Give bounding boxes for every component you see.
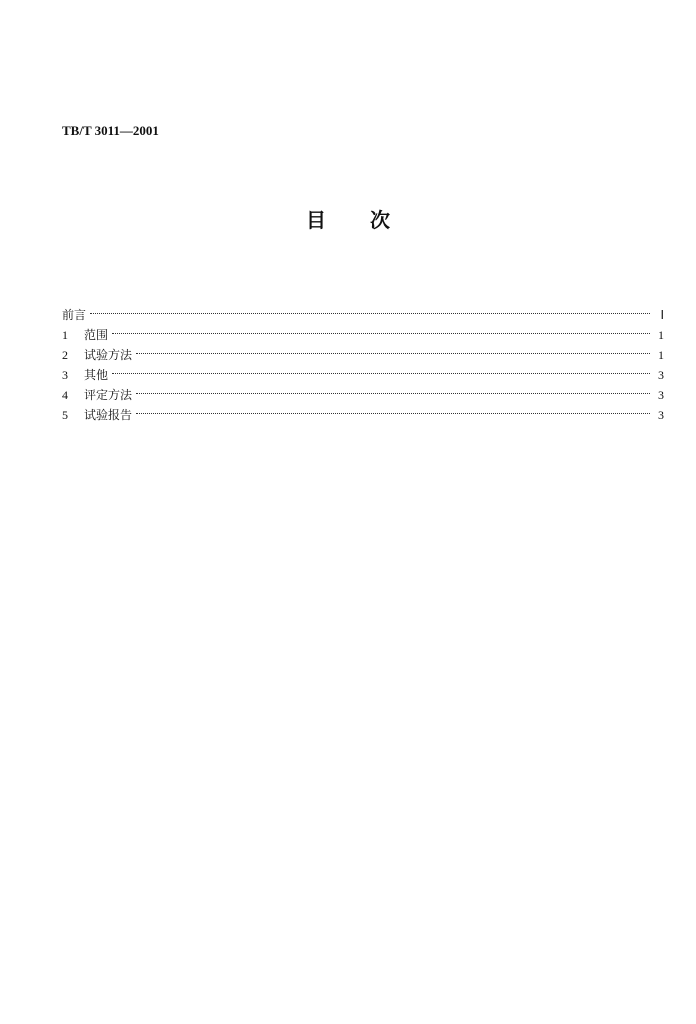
toc-title: 目次	[306, 208, 434, 232]
toc-dot-leader	[112, 359, 652, 379]
toc-entry-other[interactable]	[62, 359, 664, 382]
toc-dot-leader	[112, 319, 652, 339]
toc-entry-number: 1	[62, 328, 68, 342]
standard-code: TB/T 3011—2001	[62, 123, 159, 138]
toc-entry-page: 3	[658, 408, 664, 422]
toc-entry-label: 范围	[84, 328, 109, 342]
toc-entry-page: 3	[658, 368, 664, 382]
toc-entry-label: 评定方法	[84, 388, 133, 402]
toc-entry-number: 4	[62, 388, 68, 402]
toc-entry-number: 3	[62, 368, 68, 382]
toc-dot-leader	[90, 299, 652, 319]
toc-entry-label: 其他	[84, 368, 109, 382]
toc-entry-label: 前言	[62, 308, 87, 322]
toc-entry-evaluation-method[interactable]	[62, 379, 664, 402]
toc-entry-number: 2	[62, 348, 68, 362]
toc-dot-leader	[136, 339, 652, 359]
toc-entry-test-report[interactable]	[62, 399, 664, 422]
toc-entry-page: 1	[658, 348, 664, 362]
toc-dot-leader	[136, 399, 652, 419]
toc-entry-page: 3	[658, 388, 664, 402]
toc-entry-number: 5	[62, 408, 68, 422]
toc-entry-label: 试验报告	[84, 408, 133, 422]
toc-entry-foreword[interactable]	[62, 299, 664, 322]
toc-entry-label: 试验方法	[84, 348, 133, 362]
toc-dot-leader	[136, 379, 652, 399]
toc-entry-test-method[interactable]	[62, 339, 664, 362]
toc-entry-page: 1	[658, 328, 664, 342]
toc-list	[62, 299, 664, 422]
toc-entry-scope[interactable]	[62, 319, 664, 342]
toc-entry-page: Ⅰ	[660, 308, 664, 322]
